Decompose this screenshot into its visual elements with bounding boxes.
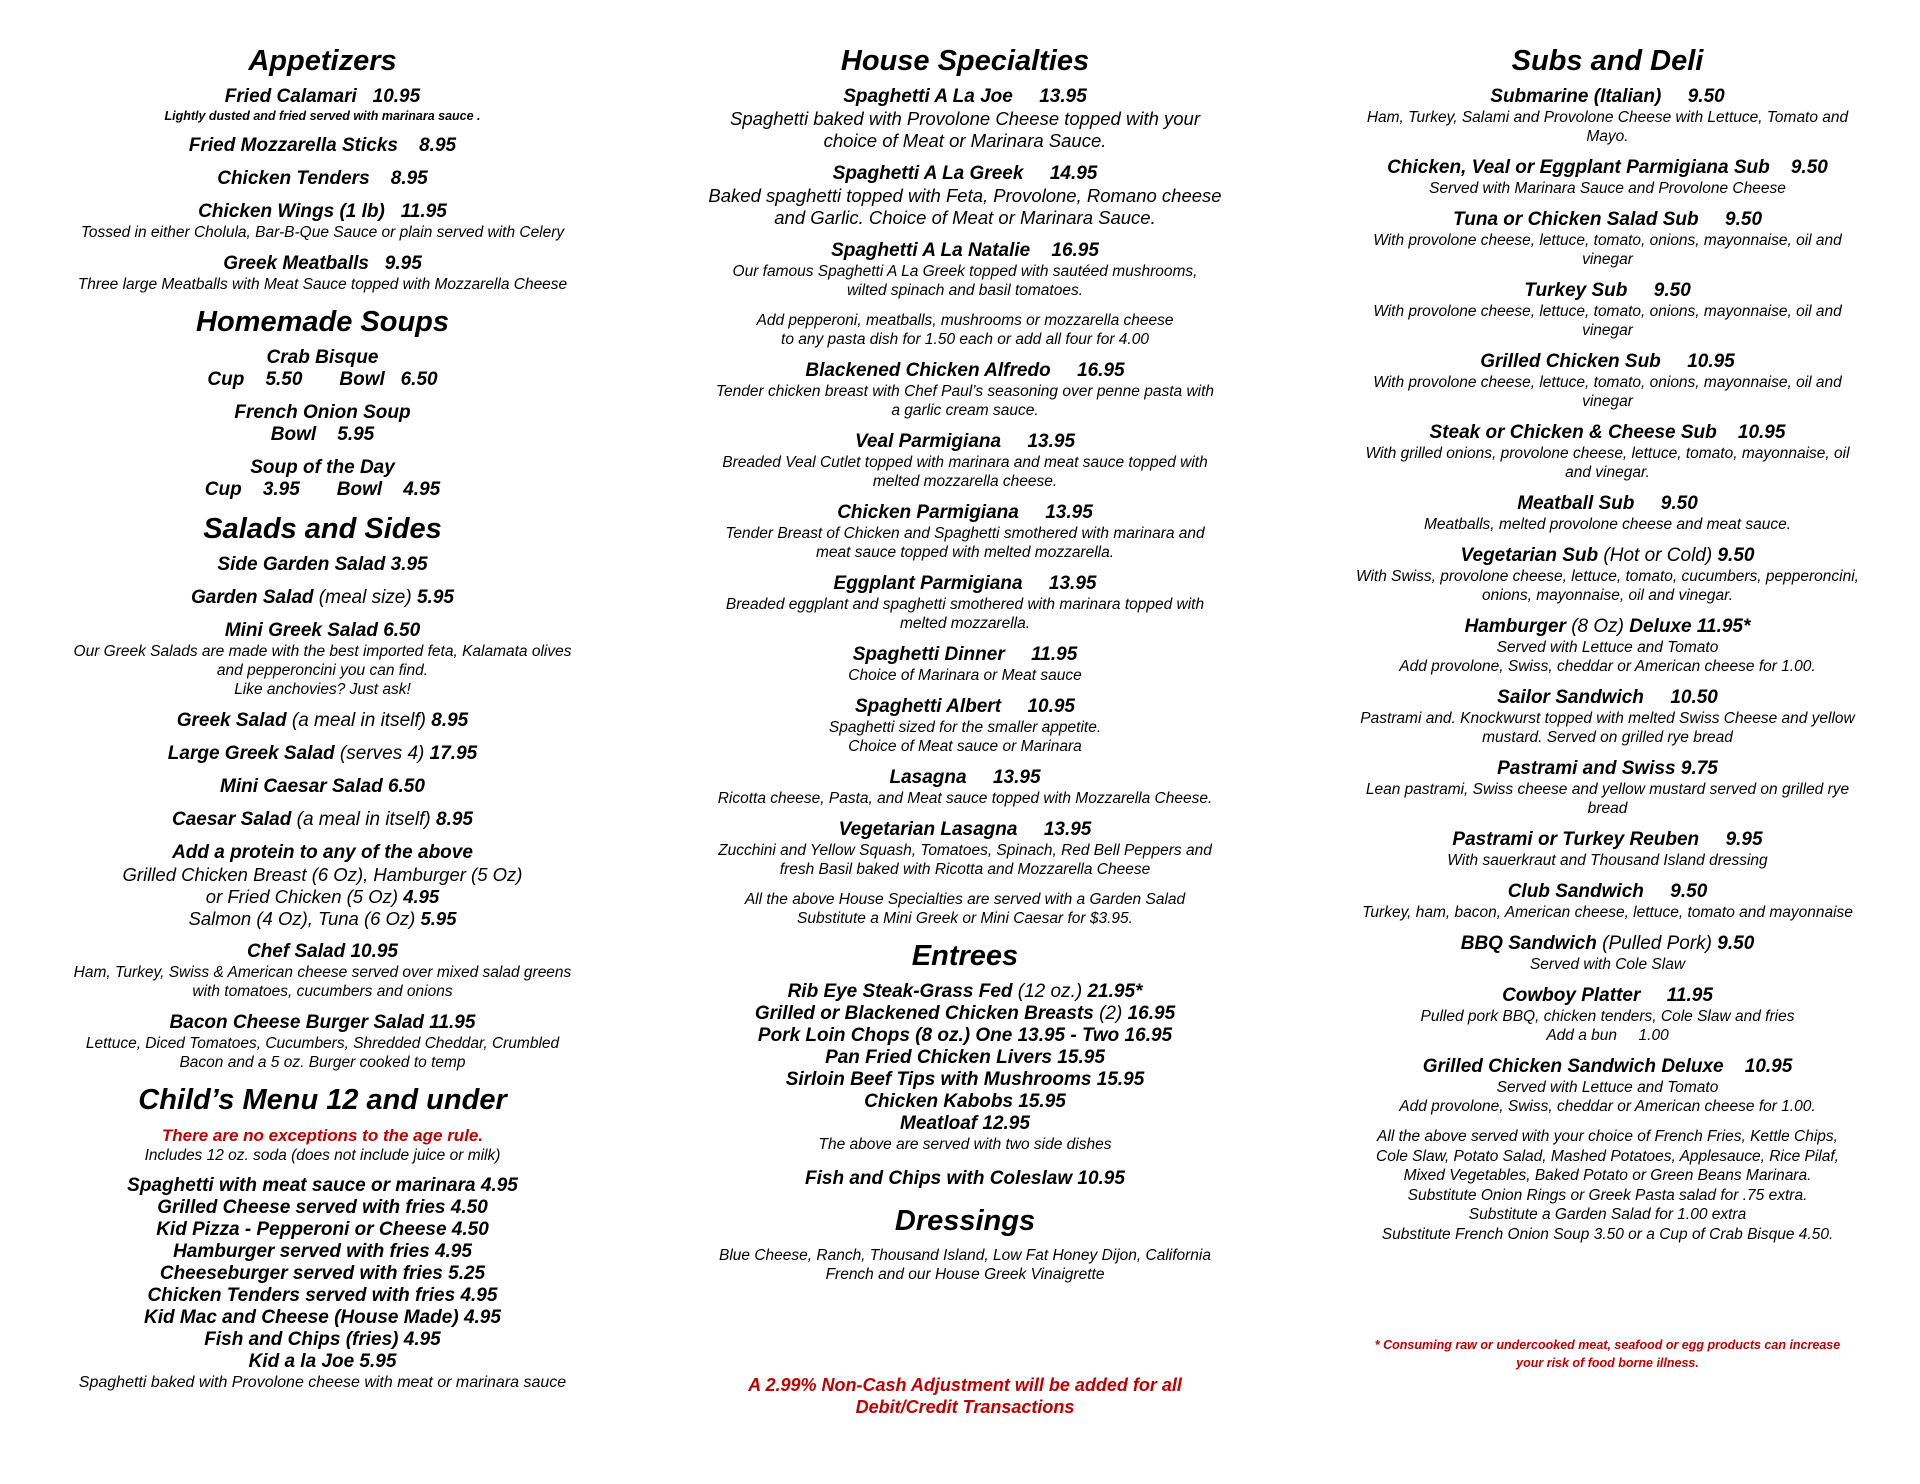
item-name: Cowboy Platter bbox=[1502, 985, 1641, 1006]
item-description: with tomatoes, cucumbers and onions bbox=[192, 983, 453, 1000]
item-name: Grilled Chicken Sub bbox=[1480, 351, 1661, 372]
item-price: 9.95 bbox=[384, 253, 422, 274]
item-name: Submarine (Italian) bbox=[1490, 86, 1662, 107]
menu-item bbox=[1325, 985, 1890, 1045]
item-price: Deluxe 11.95* bbox=[1629, 616, 1751, 637]
menu-item bbox=[1325, 545, 1890, 605]
item-name-line bbox=[1325, 1056, 1890, 1078]
childs-menu-heading: Child’s Menu 12 and under bbox=[138, 1084, 507, 1116]
item-price: 13.95 bbox=[992, 767, 1041, 788]
item-description: Served with Marinara Sauce and Provolone Cheese bbox=[1429, 180, 1786, 197]
menu-item bbox=[680, 696, 1250, 756]
item-name: Blackened Chicken Alfredo bbox=[805, 360, 1051, 381]
appetizers-heading: Appetizers bbox=[248, 45, 397, 77]
menu-item bbox=[40, 743, 605, 765]
item-price: 21.95* bbox=[1087, 981, 1143, 1002]
item-description: With provolone cheese, lettuce, tomato, onions, mayonnaise, oil and bbox=[1373, 232, 1842, 249]
item-name: Soup of the Day bbox=[250, 457, 395, 478]
item-price: 10.95 bbox=[1687, 351, 1735, 372]
item-name-line bbox=[1325, 351, 1890, 373]
item-price: 10.95 bbox=[372, 86, 421, 107]
soda-note: Includes 12 oz. soda (does not include juice or milk) bbox=[144, 1147, 501, 1164]
item-description: Choice of Meat sauce or Marinara bbox=[848, 738, 1082, 755]
item-description: vinegar bbox=[1582, 322, 1633, 339]
menu-column-left bbox=[40, 40, 605, 1392]
item-description: Lean pastrami, Swiss cheese and yellow mustard served on grilled rye bbox=[1365, 781, 1850, 798]
menu-item bbox=[40, 941, 605, 1001]
menu-item bbox=[40, 554, 605, 576]
item-name: Pastrami and Swiss 9.75 bbox=[1497, 758, 1718, 779]
item-price: 13.95 bbox=[1027, 431, 1076, 452]
item-name-line bbox=[1325, 829, 1890, 851]
menu-item bbox=[40, 402, 605, 446]
item-note: (a meal in itself) bbox=[286, 710, 432, 731]
item-description: melted mozzarella cheese. bbox=[872, 473, 1058, 490]
item-name: Chicken Tenders bbox=[217, 168, 370, 189]
entrees-note: The above are served with two side dishes bbox=[818, 1136, 1112, 1153]
item-price: 9.50 bbox=[1653, 280, 1691, 301]
item-description: vinegar bbox=[1582, 393, 1633, 410]
item-name-line bbox=[1325, 86, 1890, 108]
menu-item bbox=[40, 1012, 605, 1072]
item-name: Fried Calamari bbox=[224, 86, 357, 107]
dressings-line: French and our House Greek Vinaigrette bbox=[825, 1266, 1105, 1283]
item-name: Spaghetti A La Natalie bbox=[831, 240, 1031, 261]
item-name: Turkey Sub bbox=[1524, 280, 1628, 301]
protein-option: Salmon (4 Oz), Tuna (6 Oz) bbox=[188, 908, 421, 929]
menu-item bbox=[1325, 280, 1890, 340]
warning-line: * Consuming raw or undercooked meat, seafood or egg products can increase bbox=[1374, 1338, 1841, 1352]
item-price: Cup 5.50 Bowl 6.50 bbox=[207, 369, 438, 390]
item-name: Lasagna bbox=[889, 767, 967, 788]
item-name-line bbox=[1325, 157, 1890, 179]
item-description: Zucchini and Yellow Squash, Tomatoes, Spinach, Red Bell Peppers and bbox=[718, 842, 1212, 859]
item-note: (Pulled Pork) bbox=[1596, 933, 1718, 954]
menu-item bbox=[1325, 1056, 1890, 1116]
item-name: Spaghetti Dinner bbox=[852, 644, 1005, 665]
list-item: Grilled Cheese served with fries 4.50 bbox=[157, 1197, 488, 1218]
menu-item bbox=[1325, 86, 1890, 146]
list-item: Sirloin Beef Tips with Mushrooms 15.95 bbox=[785, 1069, 1145, 1090]
item-description: Lettuce, Diced Tomatoes, Cucumbers, Shredded Cheddar, Crumbled bbox=[85, 1035, 560, 1052]
note-line: Cole Slaw, Potato Salad, Mashed Potatoes, Applesauce, Rice Pilaf, bbox=[1376, 1147, 1839, 1165]
item-name: Large Greek Salad bbox=[167, 743, 335, 764]
item-price: 9.50 bbox=[1725, 209, 1763, 230]
menu-item bbox=[680, 644, 1250, 685]
entrees-heading: Entrees bbox=[911, 940, 1019, 972]
item-description: Served with Lettuce and Tomato bbox=[1496, 1079, 1719, 1096]
item-description bbox=[40, 908, 605, 930]
adjustment-line: Debit/Credit Transactions bbox=[855, 1397, 1075, 1417]
item-name: Meatball Sub bbox=[1517, 493, 1635, 514]
item-description: Tossed in either Cholula, Bar-B-Que Sauce or plain served with Celery bbox=[80, 224, 565, 241]
item-name: Sailor Sandwich bbox=[1497, 687, 1644, 708]
menu-item bbox=[1325, 422, 1890, 482]
item-price: 17.95 bbox=[429, 743, 478, 764]
list-item: Pork Loin Chops (8 oz.) One 13.95 - Two 16.95 bbox=[757, 1025, 1173, 1046]
item-name: Crab Bisque bbox=[266, 347, 379, 368]
item-price: 11.95 bbox=[1666, 985, 1713, 1006]
item-description: choice of Meat or Marinara Sauce. bbox=[823, 130, 1107, 151]
menu-item bbox=[40, 168, 605, 190]
item-description: Tender chicken breast with Chef Paul’s seasoning over penne pasta with bbox=[715, 383, 1215, 400]
item-description: and vinegar. bbox=[1565, 464, 1650, 481]
childs-menu-list bbox=[40, 1175, 605, 1373]
item-price: 13.95 bbox=[1039, 86, 1087, 107]
item-description: wilted spinach and basil tomatoes. bbox=[846, 282, 1084, 299]
item-description: bread bbox=[1587, 800, 1628, 817]
item-name: Fried Mozzarella Sticks bbox=[188, 135, 398, 156]
item-price: 9.50 bbox=[1670, 881, 1708, 902]
menu-item bbox=[680, 163, 1250, 229]
item-name: French Onion Soup bbox=[234, 402, 411, 423]
item-description: Like anchovies? Just ask! bbox=[234, 681, 411, 698]
item-description: Grilled Chicken Breast (6 Oz), Hamburger (5 Oz) bbox=[122, 864, 523, 885]
item-price: 13.95 bbox=[1043, 819, 1092, 840]
item-description: vinegar bbox=[1582, 251, 1633, 268]
item-price: 10.95 bbox=[1744, 1056, 1793, 1077]
item-description: Spaghetti baked with Provolone Cheese topped with your bbox=[730, 108, 1200, 129]
list-item: Spaghetti with meat sauce or marinara 4.95 bbox=[127, 1175, 518, 1196]
menu-item bbox=[680, 86, 1250, 152]
item-description: With provolone cheese, lettuce, tomato, onions, mayonnaise, oil and bbox=[1373, 303, 1842, 320]
specialties-note bbox=[680, 890, 1250, 928]
subs-deli-heading: Subs and Deli bbox=[1511, 45, 1704, 77]
item-name: Add a protein to any of the above bbox=[172, 842, 473, 863]
menu-item bbox=[680, 431, 1250, 491]
list-item: Kid Pizza - Pepperoni or Cheese 4.50 bbox=[156, 1219, 489, 1240]
item-name: Steak or Chicken & Cheese Sub bbox=[1429, 422, 1717, 443]
item-name: Chef Salad 10.95 bbox=[246, 941, 399, 962]
protein-addon bbox=[40, 842, 605, 930]
item-description: Baked spaghetti topped with Feta, Provolone, Romano cheese bbox=[708, 185, 1222, 206]
menu-item bbox=[680, 360, 1250, 420]
item-price: 8.95 bbox=[419, 135, 457, 156]
item-price: 9.95 bbox=[1725, 829, 1763, 850]
item-description: melted mozzarella. bbox=[899, 615, 1031, 632]
item-name: Side Garden Salad 3.95 bbox=[217, 554, 428, 575]
item-name: Spaghetti A La Greek bbox=[832, 163, 1024, 184]
item-name: Chicken Parmigiana bbox=[837, 502, 1019, 523]
item-name-line bbox=[1325, 933, 1890, 955]
item-name-line bbox=[680, 163, 1250, 185]
item-name-line bbox=[680, 240, 1250, 262]
item-description: Tender Breast of Chicken and Spaghetti smothered with marinara and bbox=[725, 525, 1205, 542]
menu-item bbox=[1325, 351, 1890, 411]
item-price: 9.50 bbox=[1717, 933, 1755, 954]
menu-item bbox=[40, 135, 605, 157]
warning-line: your risk of food borne illness. bbox=[1516, 1356, 1699, 1370]
menu-item bbox=[1325, 616, 1890, 676]
item-price: 14.95 bbox=[1049, 163, 1098, 184]
note-line: Mixed Vegetables, Baked Potato or Green Beans Marinara. bbox=[1403, 1167, 1812, 1184]
item-description: fresh Basil baked with Ricotta and Mozzarella Cheese bbox=[779, 861, 1151, 878]
item-name-line bbox=[1325, 545, 1890, 567]
item-name-line bbox=[680, 819, 1250, 841]
item-note: (8 Oz) bbox=[1565, 616, 1630, 637]
item-description: Ham, Turkey, Swiss & American cheese served over mixed salad greens bbox=[73, 964, 572, 981]
item-note: (Hot or Cold) bbox=[1598, 545, 1718, 566]
adjustment-line: A 2.99% Non-Cash Adjustment will be added for all bbox=[748, 1375, 1182, 1395]
item-note: (12 oz.) bbox=[1012, 981, 1088, 1002]
sides-note bbox=[1325, 1127, 1890, 1244]
item-description: Add a bun 1.00 bbox=[1546, 1027, 1669, 1044]
item-name-line bbox=[1325, 616, 1890, 638]
dressings-line: Blue Cheese, Ranch, Thousand Island, Low Fat Honey Dijon, California bbox=[719, 1247, 1211, 1264]
item-name-line bbox=[1325, 985, 1890, 1007]
item-name-line bbox=[1325, 493, 1890, 515]
kid-joe-description: Spaghetti baked with Provolone cheese with meat or marinara sauce bbox=[78, 1374, 567, 1391]
item-description bbox=[40, 886, 605, 908]
item-name: Grilled or Blackened Chicken Breasts bbox=[754, 1003, 1094, 1024]
item-price: Cup 3.95 Bowl 4.95 bbox=[204, 479, 441, 500]
menu-item bbox=[40, 253, 605, 294]
menu-item bbox=[1325, 881, 1890, 922]
item-description: mustard. Served on grilled rye bread bbox=[1482, 729, 1733, 746]
item-name-line bbox=[40, 135, 605, 157]
note-line: Substitute a Mini Greek or Mini Caesar for $3.95. bbox=[797, 910, 1133, 927]
item-price: 8.95 bbox=[436, 809, 473, 830]
fish-and-chips-item: Fish and Chips with Coleslaw 10.95 bbox=[805, 1168, 1125, 1189]
entrees-list bbox=[680, 981, 1250, 1135]
item-name: Bacon Cheese Burger Salad 11.95 bbox=[169, 1012, 476, 1033]
list-item: Cheeseburger served with fries 5.25 bbox=[159, 1263, 486, 1284]
item-name: Caesar Salad bbox=[172, 809, 292, 830]
note-line: Substitute French Onion Soup 3.50 or a Cup of Crab Bisque 4.50. bbox=[1381, 1225, 1834, 1243]
item-description: onions, mayonnaise, oil and vinegar. bbox=[1481, 587, 1734, 604]
item-price: 11.95 bbox=[400, 201, 447, 222]
item-name-line bbox=[40, 743, 605, 765]
item-description: a garlic cream sauce. bbox=[891, 402, 1039, 419]
item-name: Grilled Chicken Sandwich Deluxe bbox=[1422, 1056, 1724, 1077]
item-name-line bbox=[680, 767, 1250, 789]
menu-item bbox=[40, 347, 605, 391]
item-description: Breaded eggplant and spaghetti smothered with marinara topped with bbox=[725, 596, 1205, 613]
note-line: All the above House Specialties are served with a Garden Salad bbox=[744, 891, 1186, 908]
item-name-line bbox=[680, 502, 1250, 524]
menu-item bbox=[1325, 157, 1890, 198]
item-name: Rib Eye Steak-Grass Fed bbox=[787, 981, 1013, 1002]
item-description: With grilled onions, provolone cheese, lettuce, tomato, mayonnaise, oil bbox=[1365, 445, 1850, 462]
item-price: 10.95 bbox=[1737, 422, 1786, 443]
item-name: Mini Greek Salad 6.50 bbox=[224, 620, 421, 641]
item-name: Chicken, Veal or Eggplant Parmigiana Sub bbox=[1387, 157, 1770, 178]
item-note: (meal size) bbox=[313, 587, 417, 608]
age-rule-notice: There are no exceptions to the age rule. bbox=[161, 1126, 484, 1145]
food-safety-warning bbox=[1325, 1336, 1890, 1372]
salads-heading: Salads and Sides bbox=[203, 513, 442, 545]
addon-note bbox=[680, 311, 1250, 349]
item-description: Pulled pork BBQ, chicken tenders, Cole Slaw and fries bbox=[1420, 1008, 1795, 1025]
item-name: Vegetarian Sub bbox=[1460, 545, 1599, 566]
item-name: Hamburger bbox=[1464, 616, 1566, 637]
item-name: Greek Meatballs bbox=[223, 253, 369, 274]
note-line: Substitute Onion Rings or Greek Pasta salad for .75 extra. bbox=[1407, 1186, 1808, 1204]
item-name-line bbox=[680, 431, 1250, 453]
menu-item bbox=[1325, 209, 1890, 269]
item-name: Pastrami or Turkey Reuben bbox=[1452, 829, 1700, 850]
item-note: (2) bbox=[1093, 1003, 1128, 1024]
item-name-line bbox=[40, 168, 605, 190]
list-item: Meatloaf 12.95 bbox=[900, 1113, 1030, 1134]
item-note: (a meal in itself) bbox=[291, 809, 437, 830]
note-line: All the above served with your choice of French Fries, Kettle Chips, bbox=[1377, 1128, 1838, 1145]
menu-item bbox=[680, 819, 1250, 879]
protein-price: 5.95 bbox=[420, 908, 457, 929]
item-description: and Garlic. Choice of Meat or Marinara Sauce. bbox=[774, 207, 1156, 228]
item-price: 9.50 bbox=[1687, 86, 1725, 107]
item-description: Add provolone, Swiss, cheddar or American cheese for 1.00. bbox=[1399, 658, 1816, 675]
item-price: 5.95 bbox=[416, 587, 454, 608]
item-name-line bbox=[40, 253, 605, 275]
item-name-line bbox=[680, 360, 1250, 382]
list-item: Chicken Kabobs 15.95 bbox=[864, 1091, 1066, 1112]
menu-item bbox=[1325, 829, 1890, 870]
item-price: 10.50 bbox=[1670, 687, 1718, 708]
item-name: BBQ Sandwich bbox=[1460, 933, 1597, 954]
item-name-line bbox=[40, 809, 605, 831]
menu-item bbox=[680, 502, 1250, 562]
item-name-line bbox=[680, 86, 1250, 108]
menu-item bbox=[1325, 933, 1890, 974]
item-description: Add provolone, Swiss, cheddar or American cheese for 1.00. bbox=[1399, 1098, 1816, 1115]
addon-line: Add pepperoni, meatballs, mushrooms or mozzarella cheese bbox=[756, 312, 1174, 329]
item-description: Spaghetti sized for the smaller appetite. bbox=[828, 719, 1102, 736]
item-name: Veal Parmigiana bbox=[854, 431, 1002, 452]
item-price: 8.95 bbox=[390, 168, 428, 189]
item-description: Bacon and a 5 oz. Burger cooked to temp bbox=[179, 1054, 466, 1071]
item-price: 16.95 bbox=[1051, 240, 1099, 261]
menu-item bbox=[40, 710, 605, 732]
menu-item bbox=[1325, 493, 1890, 534]
item-price: 9.50 bbox=[1660, 493, 1698, 514]
menu-item bbox=[40, 86, 605, 124]
list-item: Pan Fried Chicken Livers 15.95 bbox=[825, 1047, 1105, 1068]
item-name: Club Sandwich bbox=[1507, 881, 1644, 902]
menu-item bbox=[40, 587, 605, 609]
menu-item bbox=[40, 809, 605, 831]
item-name-line bbox=[1325, 687, 1890, 709]
item-description: Turkey, ham, bacon, American cheese, lettuce, tomato and mayonnaise bbox=[1362, 904, 1853, 921]
item-description: Meatballs, melted provolone cheese and meat sauce. bbox=[1423, 516, 1792, 533]
item-name: Greek Salad bbox=[176, 710, 287, 731]
item-name: Chicken Wings (1 lb) bbox=[198, 201, 385, 222]
list-item: Fish and Chips (fries) 4.95 bbox=[204, 1329, 441, 1350]
item-name: Mini Caesar Salad 6.50 bbox=[220, 776, 425, 797]
note-line: Substitute a Garden Salad for 1.00 extra bbox=[1468, 1206, 1747, 1223]
menu-item bbox=[1325, 758, 1890, 818]
item-description: With Swiss, provolone cheese, lettuce, tomato, cucumbers, pepperoncini, bbox=[1355, 568, 1859, 585]
item-name-line bbox=[680, 644, 1250, 666]
item-price: 9.50 bbox=[1790, 157, 1828, 178]
item-name-line bbox=[40, 86, 605, 108]
item-price: 16.95 bbox=[1077, 360, 1125, 381]
item-description: meat sauce topped with melted mozzarella. bbox=[815, 544, 1115, 561]
list-item: Hamburger served with fries 4.95 bbox=[173, 1241, 472, 1262]
item-name: Tuna or Chicken Salad Sub bbox=[1452, 209, 1699, 230]
menu-column-right bbox=[1325, 40, 1890, 1372]
item-name-line bbox=[40, 710, 605, 732]
item-description: With provolone cheese, lettuce, tomato, onions, mayonnaise, oil and bbox=[1373, 374, 1842, 391]
item-description: Three large Meatballs with Meat Sauce topped with Mozzarella Cheese bbox=[77, 276, 568, 293]
list-item: Kid Mac and Cheese (House Made) 4.95 bbox=[144, 1307, 501, 1328]
item-description: Pastrami and. Knockwurst topped with melted Swiss Cheese and yellow bbox=[1360, 710, 1855, 727]
item-price: Bowl 5.95 bbox=[270, 424, 375, 445]
list-item: Kid a la Joe 5.95 bbox=[248, 1351, 397, 1372]
item-name: Garden Salad bbox=[191, 587, 314, 608]
item-description: Ham, Turkey, Salami and Provolone Cheese with Lettuce, Tomato and bbox=[1366, 109, 1849, 126]
list-item bbox=[680, 981, 1250, 1003]
item-name-line bbox=[680, 573, 1250, 595]
item-price: 11.95 bbox=[1031, 644, 1078, 665]
addon-line: to any pasta dish for 1.50 each or add all four for 4.00 bbox=[781, 331, 1149, 348]
specialties-heading: House Specialties bbox=[840, 45, 1090, 77]
item-name: Spaghetti Albert bbox=[855, 696, 1002, 717]
item-name-line bbox=[1325, 209, 1890, 231]
item-name-line bbox=[1325, 280, 1890, 302]
list-item: Chicken Tenders served with fries 4.95 bbox=[147, 1285, 498, 1306]
protein-price: 4.95 bbox=[403, 886, 440, 907]
item-price: 9.50 bbox=[1717, 545, 1755, 566]
menu-column-center bbox=[680, 40, 1250, 1418]
item-note: (serves 4) bbox=[334, 743, 430, 764]
item-name-line bbox=[40, 587, 605, 609]
item-name: Eggplant Parmigiana bbox=[833, 573, 1023, 594]
item-description: Breaded Veal Cutlet topped with marinara and meat sauce topped with bbox=[722, 454, 1208, 471]
item-description: Served with Lettuce and Tomato bbox=[1496, 639, 1719, 656]
item-name: Vegetarian Lasagna bbox=[838, 819, 1018, 840]
menu-item bbox=[40, 620, 605, 699]
dressings-heading: Dressings bbox=[894, 1205, 1036, 1237]
list-item bbox=[680, 1003, 1250, 1025]
item-description: Lightly dusted and fried served with marinara sauce . bbox=[164, 109, 481, 123]
menu-item bbox=[680, 240, 1250, 300]
item-description: Mayo. bbox=[1586, 128, 1629, 145]
item-description: With sauerkraut and Thousand Island dressing bbox=[1447, 852, 1768, 869]
item-description: Served with Cole Slaw bbox=[1529, 956, 1686, 973]
soups-heading: Homemade Soups bbox=[196, 306, 449, 338]
item-description: Choice of Marinara or Meat sauce bbox=[848, 667, 1082, 684]
item-name-line bbox=[680, 696, 1250, 718]
menu-item bbox=[1325, 687, 1890, 747]
item-price: 8.95 bbox=[431, 710, 469, 731]
item-price: 13.95 bbox=[1045, 502, 1093, 523]
menu-item bbox=[40, 776, 605, 798]
menu-item bbox=[40, 457, 605, 501]
menu-item bbox=[680, 573, 1250, 633]
item-description: Our famous Spaghetti A La Greek topped with sautéed mushrooms, bbox=[732, 263, 1198, 280]
item-price: 13.95 bbox=[1048, 573, 1097, 594]
item-name: Spaghetti A La Joe bbox=[843, 86, 1013, 107]
item-price: 16.95 bbox=[1127, 1003, 1176, 1024]
item-description: Ricotta cheese, Pasta, and Meat sauce topped with Mozzarella Cheese. bbox=[717, 790, 1213, 807]
menu-item bbox=[680, 767, 1250, 808]
item-name-line bbox=[40, 201, 605, 223]
protein-option: or Fried Chicken (5 Oz) bbox=[205, 886, 404, 907]
item-name-line bbox=[1325, 422, 1890, 444]
payment-adjustment-notice bbox=[680, 1374, 1250, 1418]
item-name-line bbox=[1325, 881, 1890, 903]
menu-item bbox=[40, 201, 605, 242]
item-description: and pepperoncini you can find. bbox=[216, 662, 429, 679]
item-description: Our Greek Salads are made with the best imported feta, Kalamata olives bbox=[73, 643, 572, 660]
item-price: 10.95 bbox=[1027, 696, 1075, 717]
